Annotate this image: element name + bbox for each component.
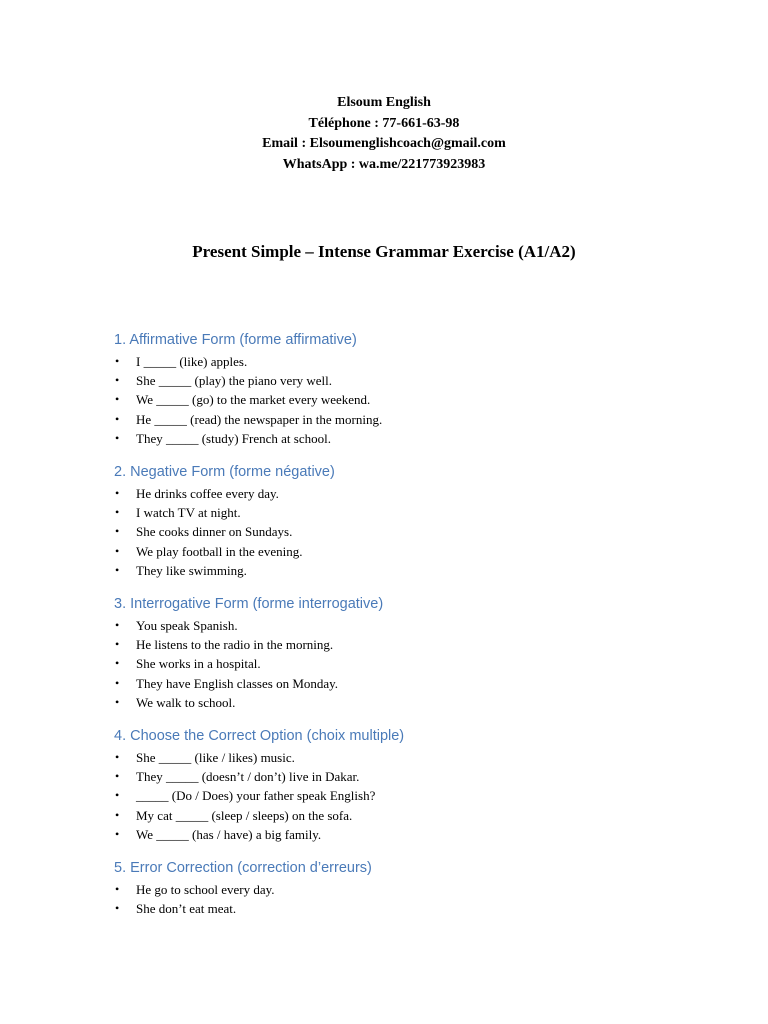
- item-text: We _____ (go) to the market every weekend.: [136, 392, 371, 408]
- bullet-icon: •: [115, 543, 120, 558]
- item-text: She works in a hospital.: [136, 656, 261, 672]
- item-text: _____ (Do / Does) your father speak English?: [136, 788, 376, 804]
- item-text: She _____ (play) the piano very well.: [136, 373, 333, 389]
- email-line: Email : Elsoumenglishcoach@gmail.com: [262, 136, 506, 151]
- list-item: [114, 748, 714, 767]
- bullet-icon: •: [115, 524, 120, 539]
- list-item: [114, 880, 714, 899]
- list-item: [114, 561, 714, 580]
- section-multiple-choice: [114, 726, 714, 844]
- section-interrogative: [114, 594, 714, 712]
- item-text: They like swimming.: [136, 562, 247, 578]
- list-item: [114, 616, 714, 635]
- list-item: [114, 899, 714, 918]
- page-title: Present Simple – Intense Grammar Exercise (A1/A2): [192, 242, 576, 261]
- list-item: [114, 654, 714, 673]
- list-item: [114, 371, 714, 390]
- list-item: [114, 635, 714, 654]
- bullet-icon: •: [115, 656, 120, 671]
- bullet-icon: •: [115, 694, 120, 709]
- item-text: They _____ (doesn’t / don’t) live in Dakar.: [136, 769, 360, 785]
- item-text: He drinks coffee every day.: [136, 486, 279, 501]
- bullet-icon: •: [115, 486, 120, 500]
- list-item: [114, 484, 714, 503]
- bullet-icon: •: [115, 882, 120, 896]
- section-negative: [114, 462, 714, 580]
- contact-block: [0, 93, 768, 175]
- author-name: Elsoum English: [337, 95, 431, 110]
- exercise-list: [114, 616, 714, 712]
- exercise-list: [114, 880, 714, 918]
- list-item: [114, 767, 714, 786]
- bullet-icon: •: [115, 637, 120, 652]
- section-affirmative: [114, 330, 714, 448]
- bullet-icon: •: [115, 505, 120, 520]
- item-text: My cat _____ (sleep / sleeps) on the sofa.: [136, 807, 353, 823]
- item-text: They have English classes on Monday.: [136, 675, 339, 691]
- section-heading: 5. Error Correction (correction d’erreurs): [114, 860, 372, 876]
- list-item: [114, 825, 714, 844]
- list-item: [114, 674, 714, 693]
- bullet-icon: •: [115, 618, 120, 632]
- list-item: [114, 522, 714, 541]
- list-item: [114, 806, 714, 825]
- exercise-list: [114, 484, 714, 580]
- bullet-icon: •: [115, 562, 120, 577]
- list-item: [114, 503, 714, 522]
- exercise-list: [114, 748, 714, 844]
- bullet-icon: •: [115, 769, 120, 784]
- list-item: [114, 542, 714, 561]
- list-item: [114, 390, 714, 409]
- list-item: [114, 693, 714, 712]
- section-heading: 3. Interrogative Form (forme interrogative): [114, 596, 384, 612]
- list-item: [114, 786, 714, 805]
- section-heading: 1. Affirmative Form (forme affirmative): [114, 332, 357, 348]
- bullet-icon: •: [115, 750, 120, 764]
- item-text: We walk to school.: [136, 694, 236, 710]
- list-item: [114, 410, 714, 429]
- item-text: You speak Spanish.: [136, 618, 238, 633]
- bullet-icon: •: [115, 826, 120, 841]
- telephone-line: Téléphone : 77-661-63-98: [308, 115, 460, 131]
- item-text: He listens to the radio in the morning.: [136, 637, 334, 653]
- section-heading: 4. Choose the Correct Option (choix multiple): [114, 728, 405, 744]
- list-item: [114, 429, 714, 448]
- bullet-icon: •: [115, 354, 120, 368]
- item-text: She cooks dinner on Sundays.: [136, 524, 293, 540]
- item-text: He _____ (read) the newspaper in the morning.: [136, 411, 383, 427]
- bullet-icon: •: [115, 788, 120, 803]
- item-text: He go to school every day.: [136, 882, 275, 897]
- item-text: They _____ (study) French at school.: [136, 430, 331, 446]
- bullet-icon: •: [115, 901, 120, 916]
- list-item: [114, 352, 714, 371]
- bullet-icon: •: [115, 392, 120, 407]
- item-text: I _____ (like) apples.: [136, 354, 248, 369]
- section-heading: 2. Negative Form (forme négative): [114, 464, 335, 480]
- item-text: She _____ (like / likes) music.: [136, 750, 295, 765]
- section-error-correction: [114, 858, 714, 918]
- item-text: We _____ (has / have) a big family.: [136, 826, 322, 842]
- bullet-icon: •: [115, 373, 120, 388]
- item-text: She don’t eat meat.: [136, 901, 237, 917]
- bullet-icon: •: [115, 411, 120, 426]
- item-text: We play football in the evening.: [136, 543, 303, 559]
- bullet-icon: •: [115, 430, 120, 445]
- item-text: I watch TV at night.: [136, 505, 241, 521]
- bullet-icon: •: [115, 807, 120, 822]
- bullet-icon: •: [115, 675, 120, 690]
- exercise-list: [114, 352, 714, 448]
- whatsapp-line: WhatsApp : wa.me/221773923983: [282, 156, 486, 172]
